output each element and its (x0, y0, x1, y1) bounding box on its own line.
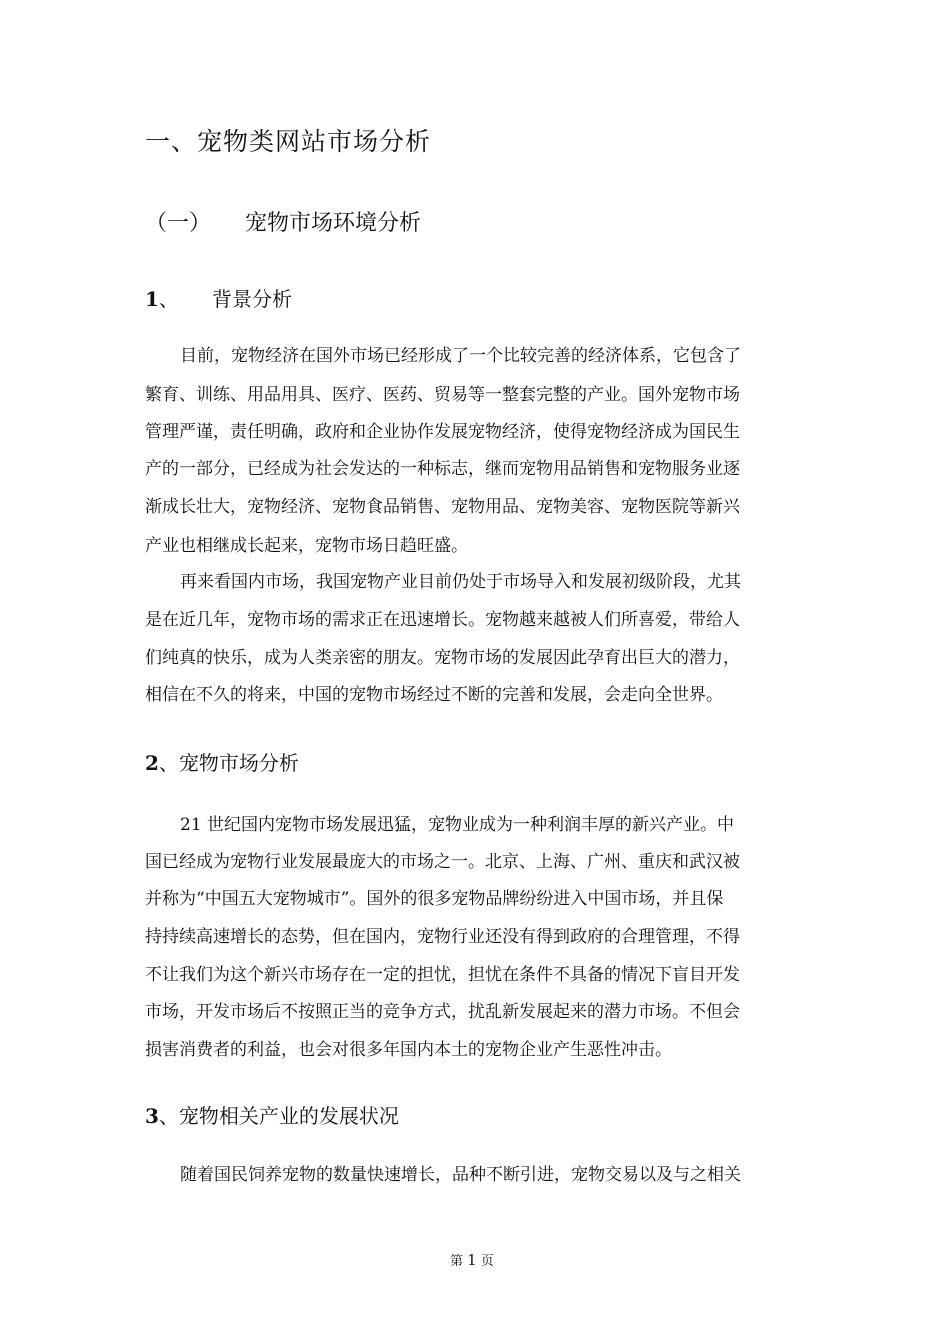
section-2-number: 2 (145, 751, 159, 775)
section-1-separator: 、 (158, 287, 179, 311)
paragraph-line: 持持续高速增长的态势，但在国内，宠物行业还没有得到政府的合理管理，不得 (145, 927, 740, 947)
section-2-title: 宠物市场分析 (178, 751, 299, 775)
section-3-title: 宠物相关产业的发展状况 (178, 1104, 399, 1128)
section-2-separator: 、 (158, 751, 179, 775)
page-footer (450, 1250, 494, 1269)
paragraph-line: 管理严谨，责任明确，政府和企业协作发展宠物经济，使得宠物经济成为国民生 (145, 422, 740, 442)
heading-level-2-number: （一） (145, 211, 212, 236)
paragraph-line: 21 世纪国内宠物市场发展迅猛，宠物业成为一种利润丰厚的新兴产业。中 (180, 815, 735, 835)
section-2-heading (145, 747, 299, 776)
heading-level-1: 一、宠物类网站市场分析 (145, 127, 432, 156)
paragraph-line: 是在近几年，宠物市场的需求正在迅速增长。宠物越来越被人们所喜爱，带给人 (145, 610, 740, 630)
paragraph-line: 国已经成为宠物行业发展最庞大的市场之一。北京、上海、广州、重庆和武汉被 (145, 852, 740, 872)
paragraph-line: 繁育、训练、用品用具、医疗、医药、贸易等一整套完整的产业。国外宠物市场 (145, 385, 740, 405)
section-3-separator: 、 (158, 1104, 179, 1128)
paragraph-line: 们纯真的快乐，成为人类亲密的朋友。宠物市场的发展因此孕育出巨大的潜力， (145, 648, 740, 668)
paragraph-line: 损害消费者的利益，也会对很多年国内本土的宠物企业产生恶性冲击。 (145, 1040, 672, 1060)
paragraph-line: 随着国民饲养宠物的数量快速增长，品种不断引进，宠物交易以及与之相关 (180, 1165, 741, 1185)
section-3-heading (145, 1100, 399, 1129)
section-3-number: 3 (145, 1104, 159, 1128)
heading-level-2-text: 宠物市场环境分析 (245, 211, 422, 236)
section-1-heading (145, 283, 179, 312)
section-1-title: 背景分析 (212, 287, 292, 311)
paragraph-line: 市场，开发市场后不按照正当的竞争方式，扰乱新发展起来的潜力市场。不但会 (145, 1002, 740, 1022)
page-number: 1 (467, 1251, 477, 1269)
paragraph-line: 产的一部分，已经成为社会发达的一种标志，继而宠物用品销售和宠物服务业逐 (145, 459, 740, 479)
paragraph-line: 目前，宠物经济在国外市场已经形成了一个比较完善的经济体系，它包含了 (180, 346, 741, 366)
paragraph-line: 相信在不久的将来，中国的宠物市场经过不断的完善和发展，会走向全世界。 (145, 685, 723, 705)
paragraph-line: 产业也相继成长起来，宠物市场日趋旺盛。 (145, 536, 468, 556)
paragraph-line: 渐成长壮大，宠物经济、宠物食品销售、宠物用品、宠物美容、宠物医院等新兴 (145, 497, 740, 517)
paragraph-line: 并称为“中国五大宠物城市”。国外的很多宠物品牌纷纷进入中国市场，并且保 (145, 889, 724, 909)
section-1-number: 1 (145, 287, 159, 311)
footer-suffix: 页 (480, 1254, 494, 1269)
paragraph-line: 不让我们为这个新兴市场存在一定的担忧，担忧在条件不具备的情况下盲目开发 (145, 965, 740, 985)
footer-prefix: 第 (450, 1254, 464, 1269)
paragraph-line: 再来看国内市场，我国宠物产业目前仍处于市场导入和发展初级阶段，尤其 (180, 572, 741, 592)
